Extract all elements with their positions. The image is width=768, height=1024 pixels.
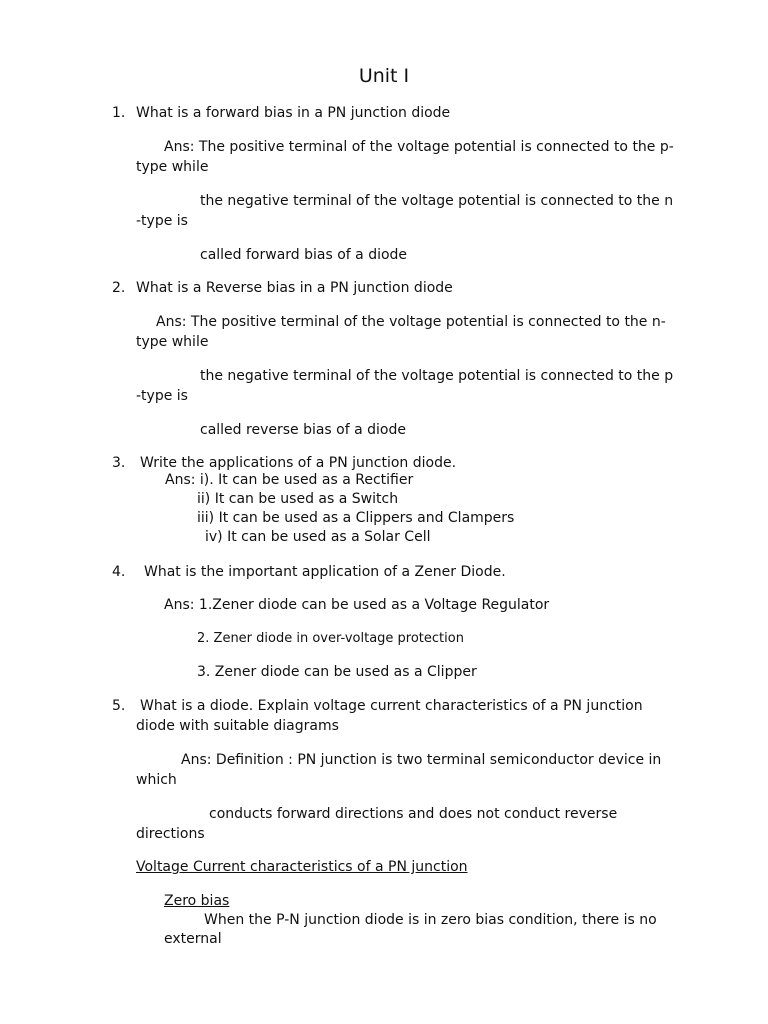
answer-line: conducts forward directions and does not conduct reverse bbox=[209, 806, 618, 822]
answer-line: the negative terminal of the voltage potential is connected to the n bbox=[200, 193, 674, 209]
answer-line: Ans: The positive terminal of the voltage potential is connected to the n- bbox=[156, 314, 666, 330]
answer-line: called reverse bias of a diode bbox=[200, 422, 406, 438]
answer-line: ii) It can be used as a Switch bbox=[197, 491, 399, 507]
question-number: 2. bbox=[112, 280, 126, 296]
answer-line: Ans: i). It can be used as a Rectifier bbox=[165, 472, 414, 488]
answer-line: the negative terminal of the voltage potential is connected to the p bbox=[200, 368, 674, 384]
page-title: Unit I bbox=[358, 65, 410, 87]
answer-line: -type is bbox=[136, 213, 188, 229]
paragraph-line: When the P-N junction diode is in zero bias condition, there is no bbox=[204, 912, 657, 928]
question-text: What is a Reverse bias in a PN junction diode bbox=[136, 280, 453, 296]
answer-line: iv) It can be used as a Solar Cell bbox=[205, 529, 431, 545]
question-text: What is a forward bias in a PN junction diode bbox=[136, 105, 451, 121]
question-text: diode with suitable diagrams bbox=[136, 718, 339, 734]
answer-line: which bbox=[136, 772, 177, 788]
section-heading: Voltage Current characteristics of a PN junction bbox=[136, 859, 468, 875]
answer-line: type while bbox=[136, 159, 209, 175]
answer-line: Ans: Definition : PN junction is two terminal semiconductor device in bbox=[181, 752, 662, 768]
question-number: 1. bbox=[112, 105, 126, 121]
answer-line: called forward bias of a diode bbox=[200, 247, 408, 263]
answer-line: Ans: The positive terminal of the voltage potential is connected to the p- bbox=[164, 139, 674, 155]
question-number: 3. bbox=[112, 455, 126, 471]
answer-line: 3. Zener diode can be used as a Clipper bbox=[197, 664, 477, 680]
question-text: What is a diode. Explain voltage current characteristics of a PN junction bbox=[140, 698, 643, 714]
answer-line: -type is bbox=[136, 388, 188, 404]
answer-line: 2. Zener diode in over-voltage protection bbox=[197, 631, 464, 646]
sub-heading: Zero bias bbox=[164, 893, 230, 909]
question-text: Write the applications of a PN junction diode. bbox=[140, 455, 457, 471]
paragraph-line: external bbox=[164, 931, 222, 947]
answer-line: type while bbox=[136, 334, 209, 350]
answer-line: directions bbox=[136, 826, 205, 842]
question-number: 5. bbox=[112, 698, 126, 714]
question-text: What is the important application of a Zener Diode. bbox=[144, 564, 506, 580]
answer-line: iii) It can be used as a Clippers and Clampers bbox=[197, 510, 515, 526]
answer-line: Ans: 1.Zener diode can be used as a Voltage Regulator bbox=[164, 597, 550, 613]
question-number: 4. bbox=[112, 564, 126, 580]
